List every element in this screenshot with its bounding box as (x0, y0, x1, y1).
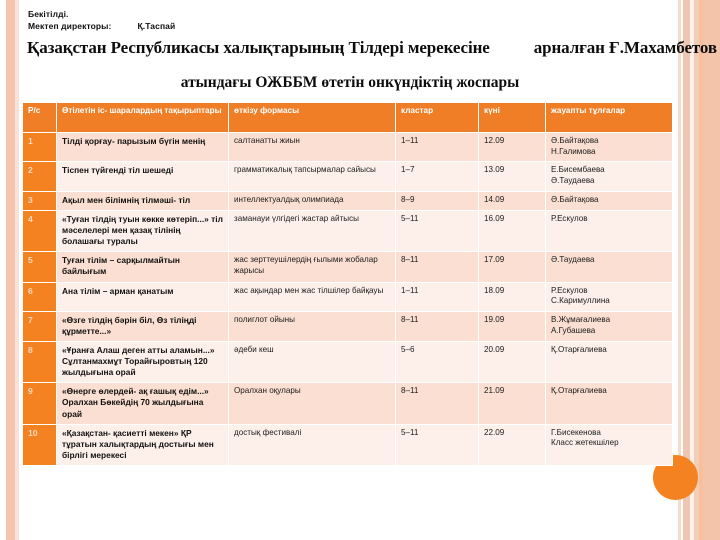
row-number: 5 (23, 252, 57, 282)
page-title-part-a: Қазақстан Республикасы халықтарының Тілдері мерекесіне (27, 38, 490, 57)
row-form: Оралхан оқулары (229, 383, 396, 424)
row-form: достық фестивалі (229, 424, 396, 465)
row-topic: «Туған тілдің туын көкке көтеріп...» тіл мәселелері мен қазақ тілінің болашағы туралы (57, 211, 229, 252)
row-topic: «Өнерге өлердей- ақ ғашық едім...» Оралхан Бөкейдің 70 жылдығына орай (57, 383, 229, 424)
row-responsible (546, 424, 673, 465)
row-classes: 8–11 (396, 383, 479, 424)
row-responsible (546, 383, 673, 424)
row-form: полиглот ойыны (229, 311, 396, 341)
responsible-person: Ә.Байтақова (551, 136, 599, 145)
row-date: 13.09 (479, 162, 546, 191)
director-row (28, 20, 175, 32)
right-stripe-6 (703, 0, 720, 540)
row-number: 10 (23, 424, 57, 465)
page-title-part-b: арналған Ғ.Махамбетов (533, 38, 717, 57)
table-body (23, 133, 673, 466)
responsible-person: Класс жетекшілер (551, 438, 619, 448)
table-row (23, 133, 673, 162)
column-header-date: күні (479, 103, 546, 133)
row-number: 6 (23, 282, 57, 311)
row-responsible (546, 162, 673, 191)
table-row (23, 342, 673, 383)
row-classes: 5–11 (396, 211, 479, 252)
approved-label: Бекітілді. (28, 9, 69, 19)
responsible-person: Г.Бисекенова (551, 427, 601, 437)
responsible-person: Ә.Байтақова (551, 194, 599, 204)
row-date: 21.09 (479, 383, 546, 424)
row-topic: Туған тілім – сарқылмайтын байлығым (57, 252, 229, 282)
row-form: интеллектуалдық олимпиада (229, 191, 396, 210)
director-name: Қ.Таспай (137, 21, 176, 32)
responsible-person: В.Жұмағалиева (551, 314, 611, 324)
column-header-topic: Өтілетін іс- шаралардың тақырыптары (57, 103, 229, 133)
row-topic: Ана тілім – арман қанатым (57, 282, 229, 311)
table-row (23, 252, 673, 282)
row-date: 16.09 (479, 211, 546, 252)
responsible-person: Р.Ескулов (551, 214, 588, 224)
row-topic: «Өзге тілдің бәрін біл, Өз тіліңді құрметте...» (57, 311, 229, 341)
table-row (23, 424, 673, 465)
page-title-line-2: атындағы ОЖББМ өтетін онкүндіктің жоспары (180, 74, 520, 91)
director-label: Мектеп директоры: (28, 21, 112, 32)
responsible-person: Р.Ескулов (551, 285, 588, 295)
row-number: 8 (23, 342, 57, 383)
table-row (23, 311, 673, 341)
row-number: 3 (23, 191, 57, 210)
row-form: жас зерттеушілердің ғылыми жобалар жарысы (229, 252, 396, 282)
row-classes: 5–11 (396, 424, 479, 465)
row-classes: 1–7 (396, 162, 479, 191)
row-number: 1 (23, 133, 57, 162)
table-row (23, 191, 673, 210)
row-number: 9 (23, 383, 57, 424)
row-date: 18.09 (479, 282, 546, 311)
table-header-row (23, 103, 673, 133)
responsible-person: Е.Бисембаева (551, 165, 605, 175)
row-form: грамматикалық тапсырмалар сайысы (229, 162, 396, 191)
responsible-person: С.Каримуллина (551, 296, 610, 306)
row-classes: 8–9 (396, 191, 479, 210)
row-classes: 1–11 (396, 133, 479, 162)
row-form: салтанатты жиын (229, 133, 396, 162)
responsible-person: Ә.Таудаева (551, 255, 595, 265)
row-topic: «Қазақстан- қасиетті мекен» ҚР тұратын халықтардың достығы мен бірлігі мерекесі (57, 424, 229, 465)
row-classes: 8–11 (396, 252, 479, 282)
row-responsible (546, 342, 673, 383)
row-responsible (546, 191, 673, 210)
row-topic: Ақыл мен білімнің тілмәші- тіл (57, 191, 229, 210)
row-topic: Тіспен түйгенді тіл шешеді (57, 162, 229, 191)
row-form: жас ақындар мен жас тілшілер байқауы (229, 282, 396, 311)
row-date: 22.09 (479, 424, 546, 465)
row-number: 4 (23, 211, 57, 252)
row-responsible (546, 252, 673, 282)
row-responsible (546, 211, 673, 252)
table-row (23, 383, 673, 424)
table-row (23, 162, 673, 191)
row-responsible (546, 311, 673, 341)
responsible-person: Н.Галимова (551, 146, 596, 156)
column-header-responsible: жауапты тұлғалар (546, 103, 673, 133)
table-row (23, 282, 673, 311)
row-responsible (546, 133, 673, 162)
row-date: 12.09 (479, 133, 546, 162)
responsible-person: Қ.Отарғалиева (551, 345, 607, 355)
page-title-line-1 (27, 38, 717, 58)
column-header-form: өткізу формасы (229, 103, 396, 133)
responsible-person: А.Губашева (551, 325, 596, 335)
row-date: 14.09 (479, 191, 546, 210)
row-date: 19.09 (479, 311, 546, 341)
table-row (23, 211, 673, 252)
row-responsible (546, 282, 673, 311)
row-form: заманауи үлгідегі жастар айтысы (229, 211, 396, 252)
column-header-classes: кластар (396, 103, 479, 133)
row-topic: Тілді қорғау- парызым бүгін менің (57, 133, 229, 162)
row-number: 2 (23, 162, 57, 191)
events-plan-table (22, 102, 673, 466)
row-classes: 8–11 (396, 311, 479, 341)
approval-block (28, 8, 175, 33)
row-form: әдеби кеш (229, 342, 396, 383)
responsible-person: Қ.Отарғалиева (551, 386, 607, 396)
row-number: 7 (23, 311, 57, 341)
row-topic: «Ұранға Алаш деген атты аламын...» Сұлтанмахмұт Торайғыровтың 120 жылдығына орай (57, 342, 229, 383)
row-date: 17.09 (479, 252, 546, 282)
row-classes: 1–11 (396, 282, 479, 311)
row-date: 20.09 (479, 342, 546, 383)
row-classes: 5–6 (396, 342, 479, 383)
responsible-person: Ә.Таудаева (551, 176, 595, 186)
table-header (23, 103, 673, 133)
column-header-number: Р/с (23, 103, 57, 133)
